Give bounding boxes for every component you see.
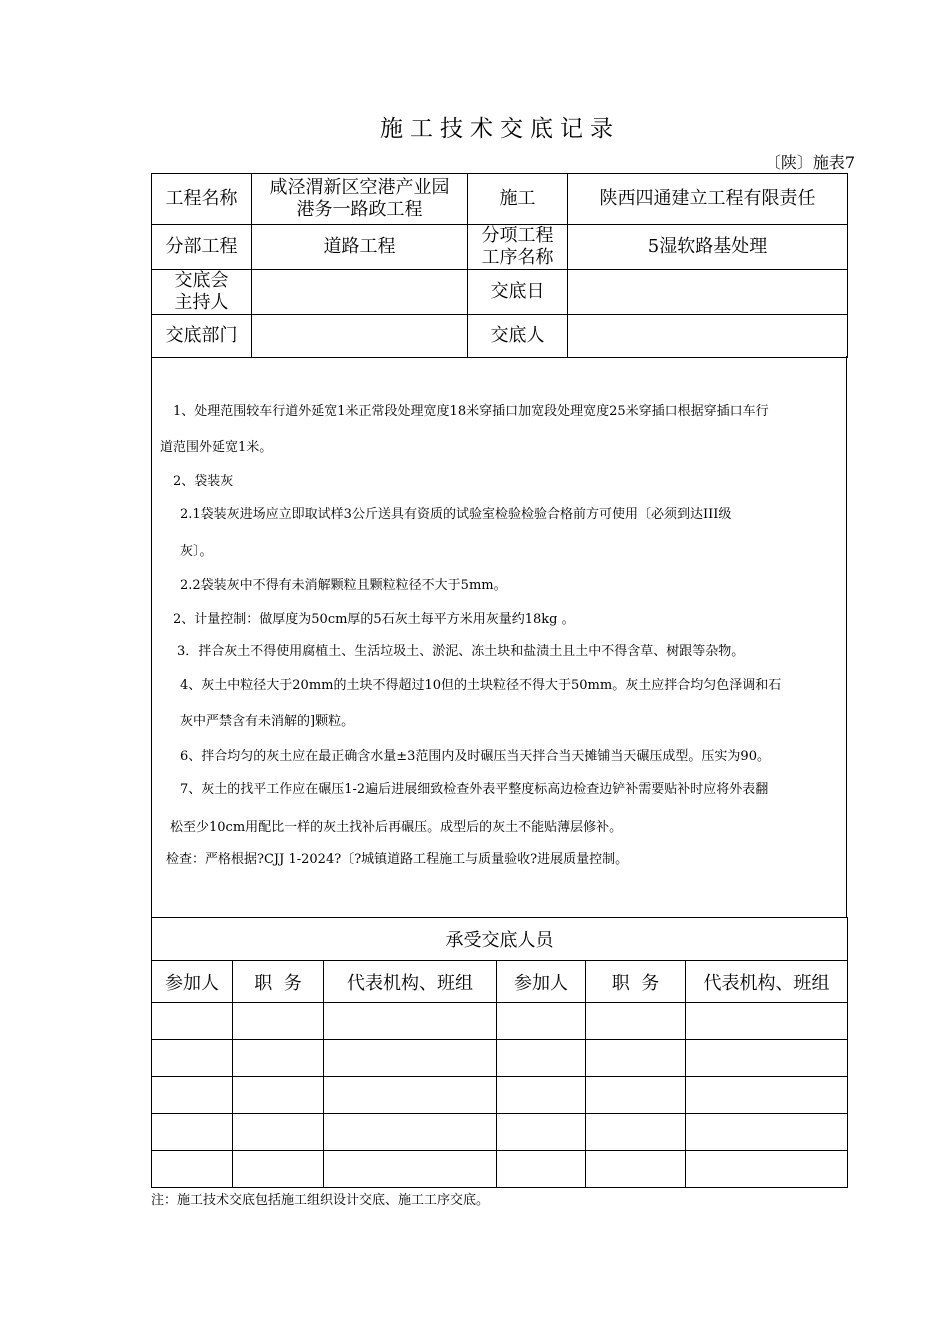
table-cell[interactable]	[686, 1151, 848, 1188]
content-line: 松至少10cm用配比一样的灰土找补后再碾压。成型后的灰土不能贴薄层修补。	[170, 820, 623, 835]
dept-label: 交底部门	[152, 315, 252, 358]
table-cell[interactable]	[686, 1114, 848, 1151]
content-line: 2.1袋装灰进场应立即取试样3公斤送具有资质的试验室检验检验合格前方可使用〔必须到达III级	[180, 507, 732, 522]
dept-value	[252, 315, 468, 358]
table-cell[interactable]	[497, 1114, 586, 1151]
project-name-label: 工程名称	[152, 174, 252, 225]
column-header: 职 务	[233, 961, 324, 1003]
host-value	[252, 270, 468, 315]
construction-value: 陕西四通建立工程有限责任	[568, 174, 848, 225]
table-cell[interactable]	[586, 1003, 686, 1040]
table-row	[152, 1151, 848, 1188]
table-cell[interactable]	[233, 1040, 324, 1077]
content-line: 灰中严禁含有未消解的]颗粒。	[180, 714, 355, 729]
table-cell[interactable]	[686, 1003, 848, 1040]
table-cell[interactable]	[152, 1114, 233, 1151]
table-cell[interactable]	[497, 1003, 586, 1040]
table-cell[interactable]	[686, 1077, 848, 1114]
table-cell[interactable]	[586, 1040, 686, 1077]
recipients-table	[151, 917, 848, 1188]
content-line: 灰〕。	[180, 544, 213, 559]
content-line: 2、计量控制：做厚度为50cm厚的5石灰土每平方米用灰量约18kg 。	[173, 612, 575, 627]
column-header: 代表机构、班组	[324, 961, 497, 1003]
page-title: 施工技术交底记录	[380, 116, 620, 142]
content-line: 6、拌合均匀的灰土应在最正确含水量±3范围内及时碾压当天拌合当天摊铺当天碾压成型。压实为90。	[180, 749, 770, 764]
table-cell[interactable]	[586, 1151, 686, 1188]
content-line: 2、袋装灰	[173, 474, 234, 489]
column-header: 参加人	[497, 961, 586, 1003]
host-label: 交底会 主持人	[152, 270, 252, 315]
content-line: 7、灰土的找平工作应在碾压1-2遍后进展细致检查外表平整度标高边检查边铲补需要贴补时应将外表翻	[180, 782, 769, 797]
table-cell[interactable]	[497, 1040, 586, 1077]
person-label: 交底人	[468, 315, 568, 358]
content-line: 3．拌合灰土不得使用腐植土、生活垃圾土、淤泥、冻土块和盐渍土且土中不得含草、树跟等杂物。	[177, 644, 745, 659]
column-header: 职 务	[586, 961, 686, 1003]
subitem-value: 5湿软路基处理	[568, 225, 848, 270]
table-cell[interactable]	[324, 1114, 497, 1151]
date-value	[568, 270, 848, 315]
table-row	[152, 1114, 848, 1151]
content-line: 4、灰土中粒径大于20mm的土块不得超过10但的土块粒径不得大于50mm。灰土应拌合均匀色泽调和石	[180, 678, 782, 693]
column-header: 代表机构、班组	[686, 961, 848, 1003]
column-header: 参加人	[152, 961, 233, 1003]
table-cell[interactable]	[152, 1151, 233, 1188]
table-cell[interactable]	[497, 1151, 586, 1188]
table-row	[152, 1040, 848, 1077]
date-label: 交底日	[468, 270, 568, 315]
table-cell[interactable]	[686, 1040, 848, 1077]
table-cell[interactable]	[586, 1114, 686, 1151]
table-cell[interactable]	[497, 1077, 586, 1114]
subitem-label: 分项工程 工序名称	[468, 225, 568, 270]
table-cell[interactable]	[324, 1040, 497, 1077]
table-cell[interactable]	[233, 1077, 324, 1114]
table-row	[152, 1077, 848, 1114]
form-number: 〔陕〕施表7	[764, 153, 855, 172]
table-cell[interactable]	[152, 1077, 233, 1114]
content-line: 检查：严格根据?CJJ 1-2024?〔?城镇道路工程施工与质量验收?进展质量控制。	[166, 852, 629, 867]
table-cell[interactable]	[152, 1003, 233, 1040]
table-row	[152, 1003, 848, 1040]
content-line: 道范围外延宽1米。	[160, 440, 273, 455]
construction-label: 施工	[468, 174, 568, 225]
table-cell[interactable]	[324, 1077, 497, 1114]
briefing-content	[151, 356, 847, 918]
table-cell[interactable]	[586, 1077, 686, 1114]
header-table	[151, 173, 848, 358]
footnote: 注：施工技术交底包括施工组织设计交底、施工工序交底。	[151, 1193, 490, 1208]
project-name-value: 咸泾渭新区空港产业园 港务一路政工程	[252, 174, 468, 225]
table-cell[interactable]	[233, 1151, 324, 1188]
person-value	[568, 315, 848, 358]
table-cell[interactable]	[324, 1151, 497, 1188]
table-cell[interactable]	[233, 1114, 324, 1151]
recipients-title: 承受交底人员	[152, 918, 848, 961]
table-cell[interactable]	[152, 1040, 233, 1077]
content-line: 1、处理范围较车行道外延宽1米正常段处理宽度18米穿插口加宽段处理宽度25米穿插口根据穿插口车行	[173, 404, 769, 419]
division-label: 分部工程	[152, 225, 252, 270]
table-cell[interactable]	[233, 1003, 324, 1040]
table-cell[interactable]	[324, 1003, 497, 1040]
content-line: 2.2袋装灰中不得有未消解颗粒且颗粒粒径不大于5mm。	[180, 578, 507, 593]
division-value: 道路工程	[252, 225, 468, 270]
